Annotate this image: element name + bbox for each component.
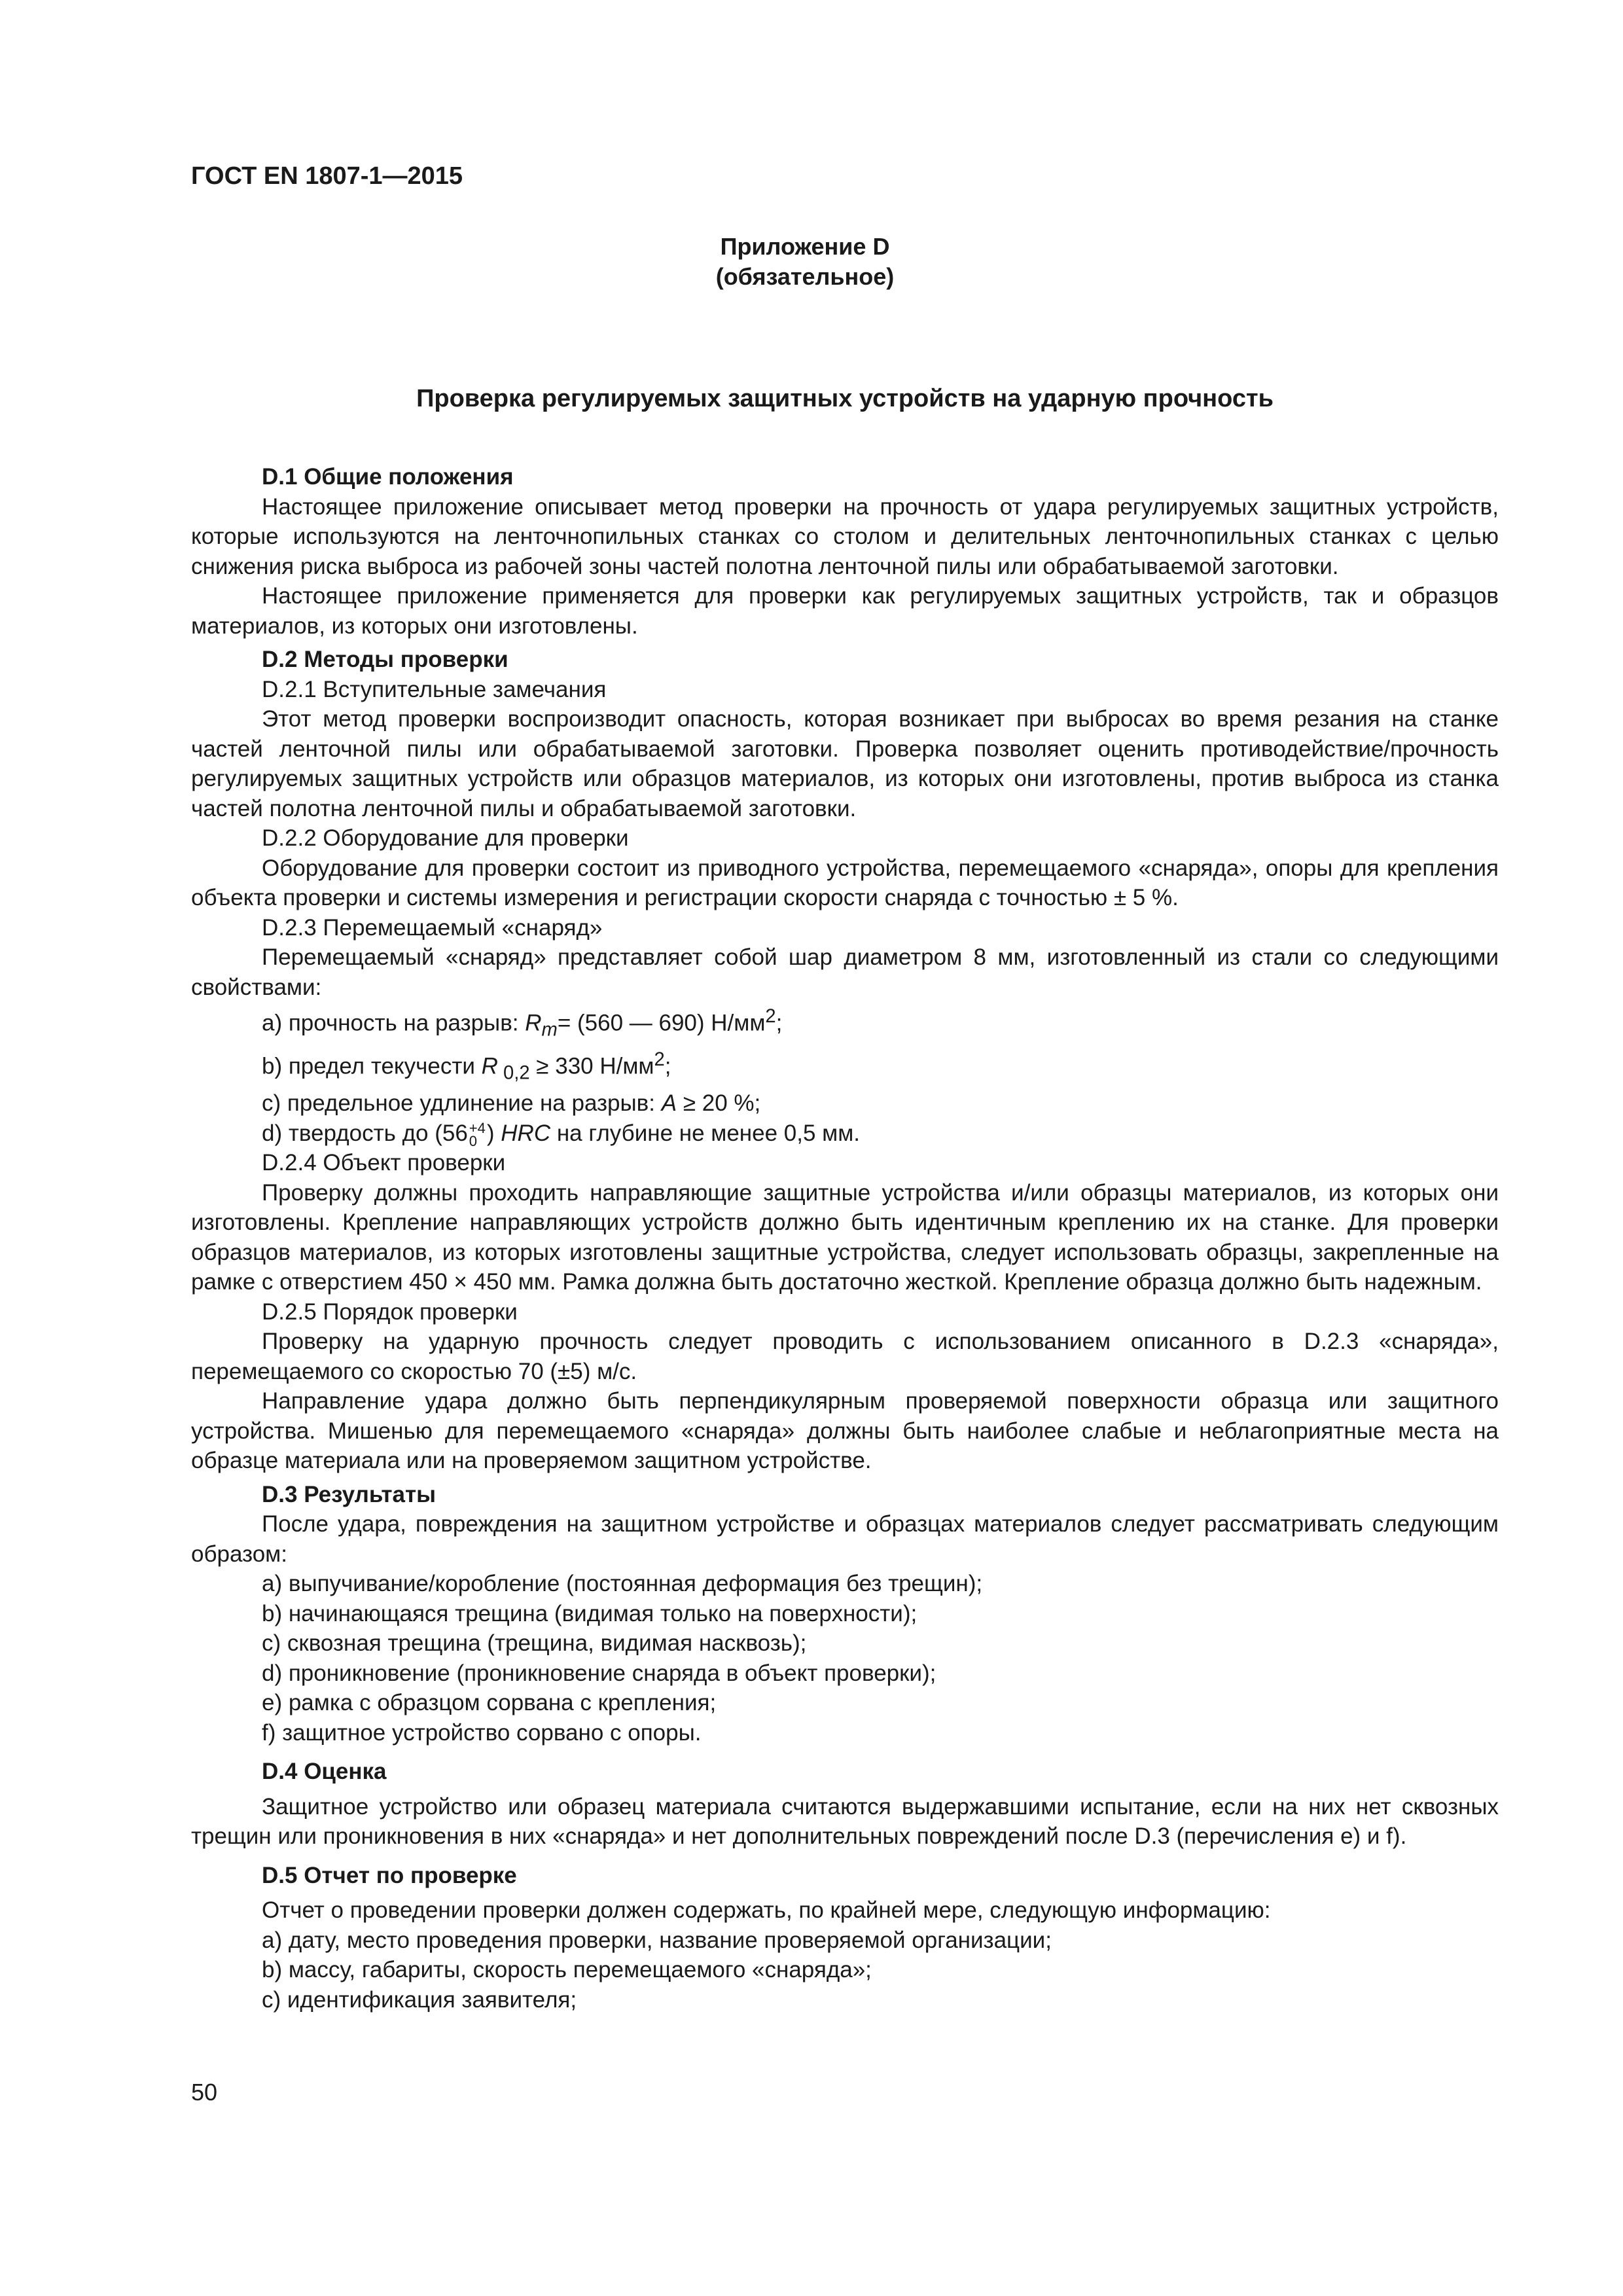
list-item: f) защитное устройство сорвано с опоры. bbox=[262, 1719, 702, 1746]
list-item: a) дату, место проведения проверки, название проверяемой организации; bbox=[262, 1927, 1052, 1953]
section-heading-d1: D.1 Общие положения bbox=[262, 464, 514, 490]
paragraph: Оборудование для проверки состоит из приводного устройства, перемещаемого «снаряда», опоры для крепления объекта проверки и системы измерения и регистрации скорости снаряда с точностью ± 5 %. bbox=[191, 855, 1499, 910]
subsection-heading-d23: D.2.3 Перемещаемый «снаряд» bbox=[262, 914, 603, 941]
subsection-heading-d25: D.2.5 Порядок проверки bbox=[262, 1299, 518, 1325]
list-item: c) предельное удлинение на разрыв: A ≥ 20 %; bbox=[262, 1090, 761, 1117]
list-item: b) начинающаяся трещина (видимая только на поверхности); bbox=[262, 1600, 918, 1626]
list-item: d) твердость до (56 +4 0 ) HRC на глубине не менее 0,5 мм. bbox=[262, 1119, 861, 1149]
list-item: e) рамка с образцом сорвана с крепления; bbox=[262, 1690, 717, 1716]
list-item: b) массу, габариты, скорость перемещаемого «снаряда»; bbox=[262, 1957, 872, 1983]
list-item: b) предел текучести R $_{0,2}$ ≥ 330 $Н/мм^2$; bbox=[262, 1049, 671, 1084]
list-item: a) прочность на разрыв: $R_m= (560$ — 690) $Н/мм^2$; bbox=[262, 1006, 783, 1041]
annex-title: Приложение D bbox=[720, 233, 890, 260]
paragraph: После удара, повреждения на защитном устройстве и образцах материалов следует рассматривать следующим образом: bbox=[191, 1511, 1499, 1567]
list-item: c) идентификация заявителя; bbox=[262, 1986, 577, 2013]
list-item: a) выпучивание/коробление (постоянная деформация без трещин); bbox=[262, 1571, 983, 1597]
document-body bbox=[191, 458, 1499, 2015]
page-number: 50 bbox=[191, 2079, 218, 2106]
section-heading-d2: D.2 Методы проверки bbox=[262, 647, 508, 672]
paragraph: Направление удара должно быть перпендикулярным проверяемой поверхности образца или защитного устройства. Мишенью для перемещаемого «снаряда» должны быть наиболее слабые и неблагоприятные места на образце материала или на проверяемом защитном устройстве. bbox=[191, 1388, 1499, 1474]
paragraph: Этот метод проверки воспроизводит опасность, которая возникает при выбросах во время резания на станке частей ленточной пилы или обрабатываемой заготовки. Проверка позволяет оценить противодействие/прочность регулируемых защитных устройств или образцов материалов, из которых они изготовлены, против выброса из станка частей полотна ленточной пилы и обрабатываемой заготовки. bbox=[191, 706, 1499, 821]
paragraph: Отчет о проведении проверки должен содержать, по крайней мере, следующую информацию: bbox=[262, 1897, 1271, 1924]
list-item: c) сквозная трещина (трещина, видимая насквозь); bbox=[262, 1630, 807, 1657]
paragraph: Проверку на ударную прочность следует проводить с использованием описанного в D.2.3 «снаряда», перемещаемого со скоростью 70 (±5) м/с. bbox=[191, 1329, 1499, 1384]
subsection-heading-d21: D.2.1 Вступительные замечания bbox=[262, 676, 607, 702]
paragraph: Защитное устройство или образец материала считаются выдержавшими испытание, если на них нет сквозных трещин или проникновения в них «снаряда» и нет дополнительных повреждений после D.3 (перечисления e) и f). bbox=[191, 1793, 1499, 1850]
page-title: Проверка регулируемых защитных устройств на ударную прочность bbox=[416, 385, 1274, 412]
paragraph: Настоящее приложение применяется для проверки как регулируемых защитных устройств, так и образцов материалов, из которых они изготовлены. bbox=[191, 583, 1499, 639]
paragraph: Настоящее приложение описывает метод проверки на прочность от удара регулируемых защитных устройств, которые используются на ленточнопильных станках со столом и делительных ленточнопильных станках с целью снижения риска выброса из рабочей зоны частей полотна ленточной пилы или обрабатываемой заготовки. bbox=[191, 493, 1499, 579]
list-item: d) проникновение (проникновение снаряда в объект проверки); bbox=[262, 1660, 936, 1686]
document-code: ГОСТ EN 1807-1—2015 bbox=[191, 162, 463, 190]
annex-status: (обязательное) bbox=[715, 263, 895, 290]
paragraph: Проверку должны проходить направляющие защитные устройства и/или образцы материалов, из которых они изготовлены. Крепление направляющих устройств должно быть идентичным креплению их на станке. Для проверки образцов материалов, из которых изготовлены защитные устройства, следует использовать образцы, закрепленные на рамке с отверстием 450 × 450 мм. Рамка должна быть достаточно жесткой. Крепление образца должно быть надежным. bbox=[191, 1179, 1499, 1295]
section-heading-d4: D.4 Оценка bbox=[262, 1759, 387, 1785]
subsection-heading-d22: D.2.2 Оборудование для проверки bbox=[262, 825, 629, 851]
paragraph: Перемещаемый «снаряд» представляет собой шар диаметром 8 мм, изготовленный из стали со следующими свойствами: bbox=[191, 944, 1499, 1000]
subsection-heading-d24: D.2.4 Объект проверки bbox=[262, 1150, 506, 1176]
section-heading-d5: D.5 Отчет по проверке bbox=[262, 1862, 517, 1888]
section-heading-d3: D.3 Результаты bbox=[262, 1481, 436, 1507]
